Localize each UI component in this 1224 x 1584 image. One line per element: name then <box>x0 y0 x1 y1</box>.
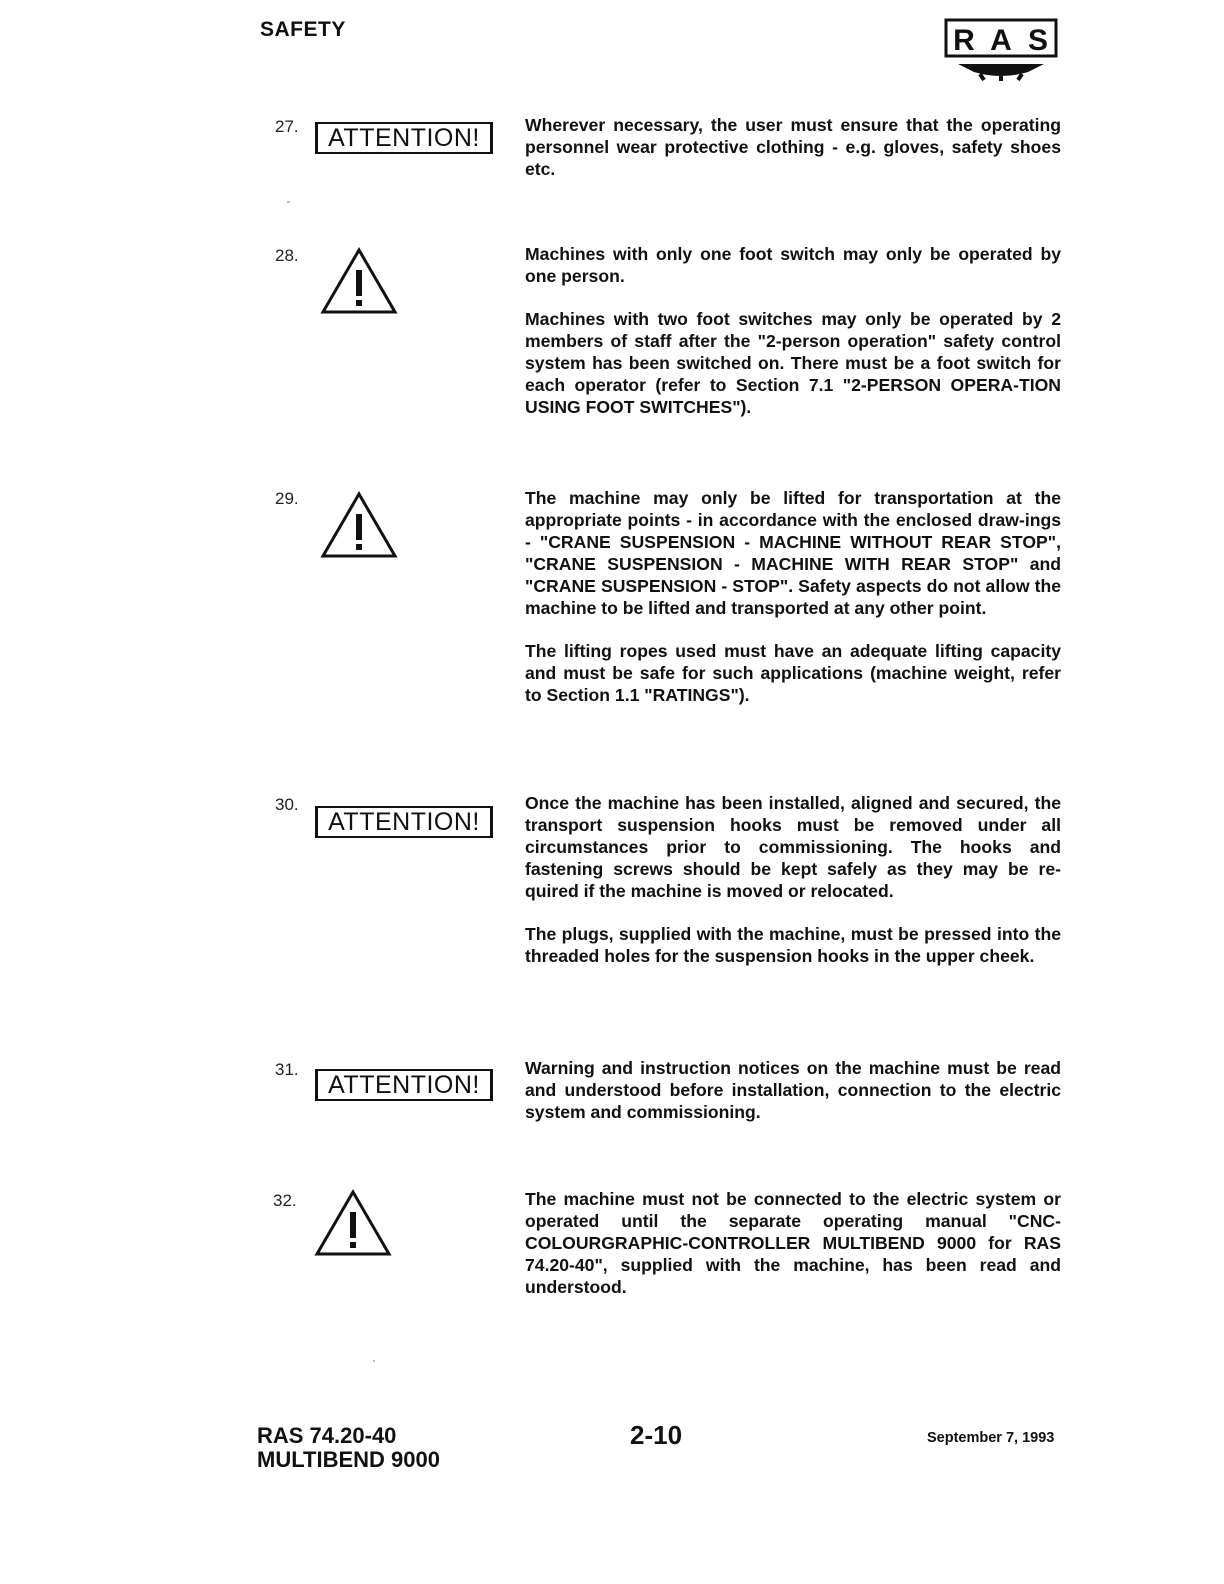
paragraph: Once the machine has been installed, aligned and secured, the transport suspension hooks must be removed under all circumstances prior to commissioning. The hooks and fastening screws should be kept safely as they may be re-quired if the machine is moved or relocated. <box>525 793 1061 901</box>
ras-logo <box>944 18 1058 82</box>
item-text <box>525 1188 1061 1298</box>
item-number: 29. <box>275 489 299 508</box>
attention-label: ATTENTION! <box>315 1069 493 1101</box>
footer-model-line1: RAS 74.20-40 <box>257 1423 397 1448</box>
paragraph: Machines with two foot switches may only be operated by 2 members of staff after the "2-person operation" safety control system has been switched on. There must be a foot switch for each operator (refer to Section 7.1 "2-PERSON OPERA-TION USING FOOT SWITCHES"). <box>525 309 1061 417</box>
item-text <box>525 114 1061 180</box>
logo-letter-a: A <box>990 24 1012 57</box>
attention-label: ATTENTION! <box>315 806 493 838</box>
paragraph: The plugs, supplied with the machine, must be pressed into the threaded holes for the suspension hooks in the upper cheek. <box>525 924 1061 966</box>
scan-speck <box>373 1360 375 1362</box>
item-number: 28. <box>275 246 299 265</box>
item-text <box>525 792 1061 967</box>
warning-triangle-icon <box>319 246 399 318</box>
footer-date: September 7, 1993 <box>927 1430 1055 1446</box>
paragraph: Warning and instruction notices on the machine must be read and understood before installation, connection to the electric system and commissioning. <box>525 1058 1061 1122</box>
item-number: 32. <box>273 1191 297 1210</box>
paragraph: The machine must not be connected to the electric system or operated until the separate operating manual "CNC-COLOURGRAPHIC-CONTROLLER MULTIBEND 9000 for RAS 74.20-40", supplied with the machine, has been read and understood. <box>525 1189 1061 1297</box>
paragraph: The machine may only be lifted for transportation at the appropriate points - in accordance with the enclosed draw-ings - "CRANE SUSPENSION - MACHINE WITHOUT REAR STOP", "CRANE SUSPENSION - MACHINE WITH REAR STOP" and "CRANE SUSPENSION - STOP". Safety aspects do not allow the machine to be lifted and transported at any other point. <box>525 488 1061 618</box>
item-text <box>525 1057 1061 1123</box>
item-number: 27. <box>275 117 299 136</box>
paragraph: Wherever necessary, the user must ensure that the operating personnel wear protective clothing - e.g. gloves, safety shoes etc. <box>525 115 1061 179</box>
ras-logo-graphic <box>944 18 1058 82</box>
scan-speck <box>287 201 290 203</box>
item-text <box>525 243 1061 418</box>
logo-letter-r: R <box>953 24 975 57</box>
warning-triangle-icon <box>313 1188 393 1260</box>
item-number: 31. <box>275 1060 299 1079</box>
footer-model-line2: MULTIBEND 9000 <box>257 1447 440 1472</box>
paragraph: The lifting ropes used must have an adequate lifting capacity and must be safe for such applications (machine weight, refer to Section 1.1 "RATINGS"). <box>525 641 1061 705</box>
warning-triangle-icon <box>319 490 399 562</box>
item-number: 30. <box>275 795 299 814</box>
section-title: SAFETY <box>260 18 346 41</box>
attention-label: ATTENTION! <box>315 122 493 154</box>
footer-model <box>257 1424 440 1472</box>
paragraph: Machines with only one foot switch may only be operated by one person. <box>525 244 1061 286</box>
logo-letter-s: S <box>1027 24 1049 57</box>
item-text <box>525 487 1061 706</box>
page-number: 2-10 <box>630 1420 683 1450</box>
